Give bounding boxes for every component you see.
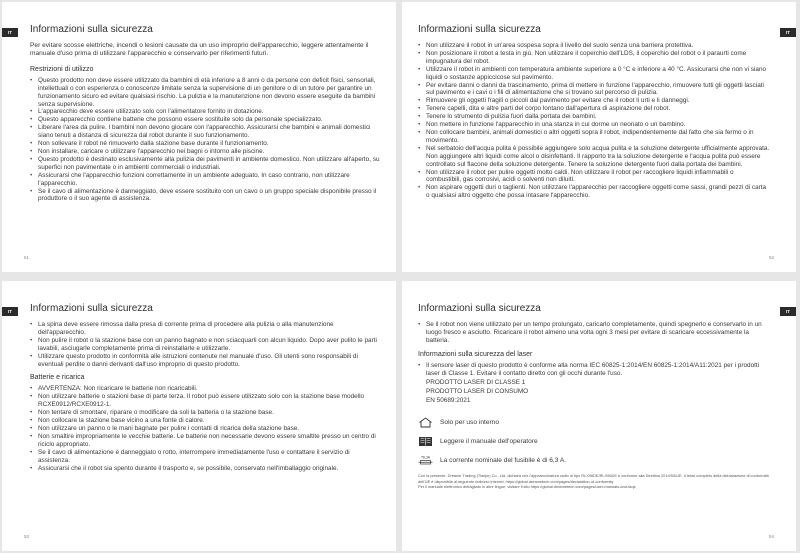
page-number: 54	[768, 534, 774, 539]
list-item: • Rimuovere gli oggetti fragili o piccoli dal pavimento per evitare che il robot li urti e li danneggi.	[418, 97, 770, 105]
list-item: • Non utilizzare batterie o stazioni base di parte terza. Il robot può essere utilizzato solo con la stazione base modello RCXE0912/RCXE0912-1.	[30, 393, 382, 409]
symbol-row	[418, 417, 770, 428]
manual-icon	[418, 436, 433, 447]
bullet-list	[418, 362, 770, 378]
list-item: • Assicurarsi che l'apparecchio funzioni correttamente in un ambiente adeguato. In caso contrario, non utilizzare l'apparecchio.	[30, 172, 382, 188]
bullet-list	[30, 385, 382, 472]
page-52	[402, 2, 796, 272]
page-title: Informazioni sulla sicurezza	[418, 24, 541, 35]
list-item: • Non collocare la stazione base vicino a una fonte di calore.	[30, 417, 382, 425]
list-item: • Liberare l'area da pulire. I bambini non devono giocare con l'apparecchio. Assicurarsi che bambini e animali domestici siano tenuti a distanza di sicurezza dal robot durante il suo funzionamento.	[30, 124, 382, 140]
symbol-row	[418, 436, 770, 447]
list-item: • Questo apparecchio contiene batterie che possono essere sostituite solo da personale specializzato.	[30, 116, 382, 124]
list-item: • Tenere lo strumento di pulizia fuori dalla portata dei bambini.	[418, 113, 770, 121]
list-item: • Non pulire il robot o la stazione base con un panno bagnato e non sciacquarli con alcun liquido. Dopo aver pulito le parti lavabili, asciugarle completamente prima di reinstallarle e utilizzarle.	[30, 337, 382, 353]
list-item: • Questo prodotto è destinato esclusivamente alla pulizia dei pavimenti in ambiente domestico. Non utilizzare all'aperto, su superfici non pavimentate o in ambienti commerciali o industriali.	[30, 156, 382, 172]
page-content	[30, 303, 382, 472]
laser-consumer-line: PRODOTTO LASER DI CONSUMO	[426, 387, 529, 395]
page-title: Informazioni sulla sicurezza	[30, 303, 153, 314]
page-53	[2, 281, 396, 551]
list-item: • Tenere capelli, dita e altre parti del corpo lontano dall'apertura di aspirazione del robot.	[418, 105, 770, 113]
bullet-list	[418, 321, 770, 345]
list-item: • Questo prodotto non deve essere utilizzato da bambini di età inferiore a 8 anni o da persone con deficit fisici, sensoriali, intellettuali o con esperienza o conoscenze limitate senza la supervisione di un genitore o di un tutore per garantire un funzionamento sicuro ed evitare qualsiasi rischio. La pulizia e la manutenzione non devono essere eseguite da bambini senza supervisione.	[30, 77, 382, 109]
list-item: • Nel serbatoio dell'acqua pulita è possibile aggiungere solo acqua pulita e la soluzione detergente ufficialmente approvata. Non aggiungere altri liquidi come alcol o disinfettanti. Il rapporto tra la soluzione detergente e l'acqua pulita può essere controllato sul flacone della soluzione detergente. Tenere la soluzione detergente fuori dalla portata dei bambini.	[418, 145, 770, 169]
list-item: • Non installare, caricare o utilizzare l'apparecchio nei bagni o intorno alle piscine.	[30, 148, 382, 156]
page-content	[30, 24, 382, 203]
list-item: • Utilizzare questo prodotto in conformità alle istruzioni contenute nel manuale d'uso. Gli utenti sono responsabili di eventuali perdite o danni derivanti dall'uso improprio di questo prodotto.	[30, 353, 382, 369]
list-item: • Non posizionare il robot a testa in giù. Non utilizzare il coperchio dell'LDS, il coperchio del robot o il paraurti come impugnatura del robot.	[418, 50, 770, 66]
language-tab: IT	[2, 307, 18, 316]
list-item: • Non tentare di smontare, riparare o modificare da soli la batteria o la stazione base.	[30, 409, 382, 417]
page-content	[418, 24, 770, 200]
laser-standard-line: EN 50689:2021	[426, 396, 471, 404]
list-item: • Non aspirare oggetti duri o taglienti. Non utilizzare l'apparecchio per raccogliere oggetti come sassi, grandi pezzi di carta o qualsiasi altro oggetto che possa intasare l'apparecchio.	[418, 184, 770, 200]
page-title: Informazioni sulla sicurezza	[30, 24, 153, 35]
bullet-list	[30, 77, 382, 204]
list-item: • La spina deve essere rimossa dalla presa di corrente prima di procedere alla pulizia o alla manutenzione dell'apparecchio.	[30, 321, 382, 337]
list-item: • Non mettere in funzione l'apparecchio in una stanza in cui dorme un neonato o un bambino.	[418, 121, 770, 129]
page-number: 51	[24, 255, 30, 260]
list-item: • Se il cavo di alimentazione è danneggiato o rotto, interrompere immediatamente l'uso e contattare il servizio di assistenza.	[30, 449, 382, 465]
list-item: • Se il cavo di alimentazione è danneggiato, deve essere sostituito con un cavo o un gruppo speciale disponibile presso il produttore o il suo agente di assistenza.	[30, 188, 382, 204]
house-icon	[418, 417, 433, 428]
symbol-label: Leggere il manuale dell'operatore	[440, 438, 538, 446]
section-heading: Informazioni sulla sicurezza del laser	[418, 350, 533, 358]
page-54	[402, 281, 796, 551]
page-51	[2, 2, 396, 272]
list-item: • Non smaltire impropriamente le vecchie batterie. Le batterie non necessarie devono essere smaltite presso un centro di riciclo appropriato.	[30, 433, 382, 449]
page-number: 52	[768, 255, 774, 260]
list-item: • L'apparecchio deve essere utilizzato solo con l'alimentatore fornito in dotazione.	[30, 108, 382, 116]
page-title: Informazioni sulla sicurezza	[418, 303, 541, 314]
language-tab: IT	[2, 28, 18, 37]
bullet-list	[30, 321, 382, 368]
list-item: • Non sollevare il robot né rimuoverlo dalla stazione base durante il funzionamento.	[30, 140, 382, 148]
declaration-text: Con la presente, Dreame Trading (Tianjin) Co., Ltd. dichiara che l'apparecchiatura radio di tipo RLX96DE/RLX96DE è conforme alla Direttiva 2014/53/UE. Il testo completo della dichiarazione di conformità dell'UE è disponibile al seguente indirizzo internet: https://global.dreametech.com/pages/declaration-of-conformity	[418, 473, 769, 484]
symbol-label: La corrente nominale del fusibile è di 6,3 A.	[440, 457, 567, 465]
list-item: • Non collocare bambini, animali domestici o altri oggetti sopra il robot, indipendentemente dal fatto che sia fermo o in movimento.	[418, 129, 770, 145]
section-heading: Restrizioni di utilizzo	[30, 65, 94, 73]
page-content	[418, 303, 770, 490]
intro-text: Per evitare scosse elettriche, incendi o lesioni causate da un uso improprio dell'apparecchio, leggere attentamente il manuale d'uso prima di utilizzare l'apparecchio e conservarlo per riferimenti futuri.	[30, 42, 369, 58]
language-tab: IT	[780, 28, 796, 37]
list-item: • Non utilizzare un panno o le mani bagnate per pulire i contatti di ricarica della stazione base.	[30, 425, 382, 433]
bullet-list	[418, 42, 770, 200]
page-number: 53	[24, 534, 30, 539]
list-item: • Il sensore laser di questo prodotto è conforme alla norma IEC 60825-1:2014/EN 60825-1:2014/A11:2021 per i prodotti laser di Classe 1. Evitare il contatto diretto con gli occhi durante l'uso.	[418, 362, 770, 378]
list-item: • Non utilizzare il robot per pulire oggetti molto caldi. Non utilizzare il robot per raccogliere liquidi infiammabili o combustibili, gas corrosivi, acidi o solventi non diluiti.	[418, 169, 770, 185]
laser-class-line: PRODOTTO LASER DI CLASSE 1	[426, 378, 526, 386]
list-item: • Assicurarsi che il robot sia spento durante il trasporto e, se possibile, conservato nell'imballaggio originale.	[30, 465, 382, 473]
list-item: • Non utilizzare il robot in un'area sospesa sopra il livello del suolo senza una barriera protettiva.	[418, 42, 770, 50]
fuse-rating-text: T6,3A	[420, 455, 431, 460]
list-item: • AVVERTENZA: Non ricaricare le batterie non ricaricabili.	[30, 385, 382, 393]
symbol-row	[418, 455, 770, 466]
list-item: • Per evitare danni o danni da trascinamento, prima di mettere in funzione l'apparecchio, rimuovere tutti gli oggetti lasciati sul pavimento e i cavi o i fili di alimentazione che si trovano sul percorso di pulizia.	[418, 82, 770, 98]
list-item: • Se il robot non viene utilizzato per un tempo prolungato, caricarlo completamente, quindi spegnerlo e conservarlo in un luogo fresco e asciutto. Ricaricare il robot almeno una volta ogni 3 mesi per evitare di scaricare eccessivamente la batteria.	[418, 321, 770, 345]
symbol-label: Solo per uso interno	[440, 419, 500, 427]
language-tab: IT	[780, 307, 796, 316]
manual-link-text: Per il manuale elettronico dettagliato in altre lingue, visitare il sito https://global.dreametech.com/pages/user-manuals-and-faqs	[418, 484, 636, 490]
fuse-icon	[418, 455, 433, 466]
list-item: • Utilizzare il robot in ambienti con temperatura ambiente superiore a 0 °C e inferiore a 40 °C. Assicurarsi che non vi siano liquidi o sostanze appiccicose sul pavimento.	[418, 66, 770, 82]
section-heading: Batterie e ricarica	[30, 374, 85, 382]
